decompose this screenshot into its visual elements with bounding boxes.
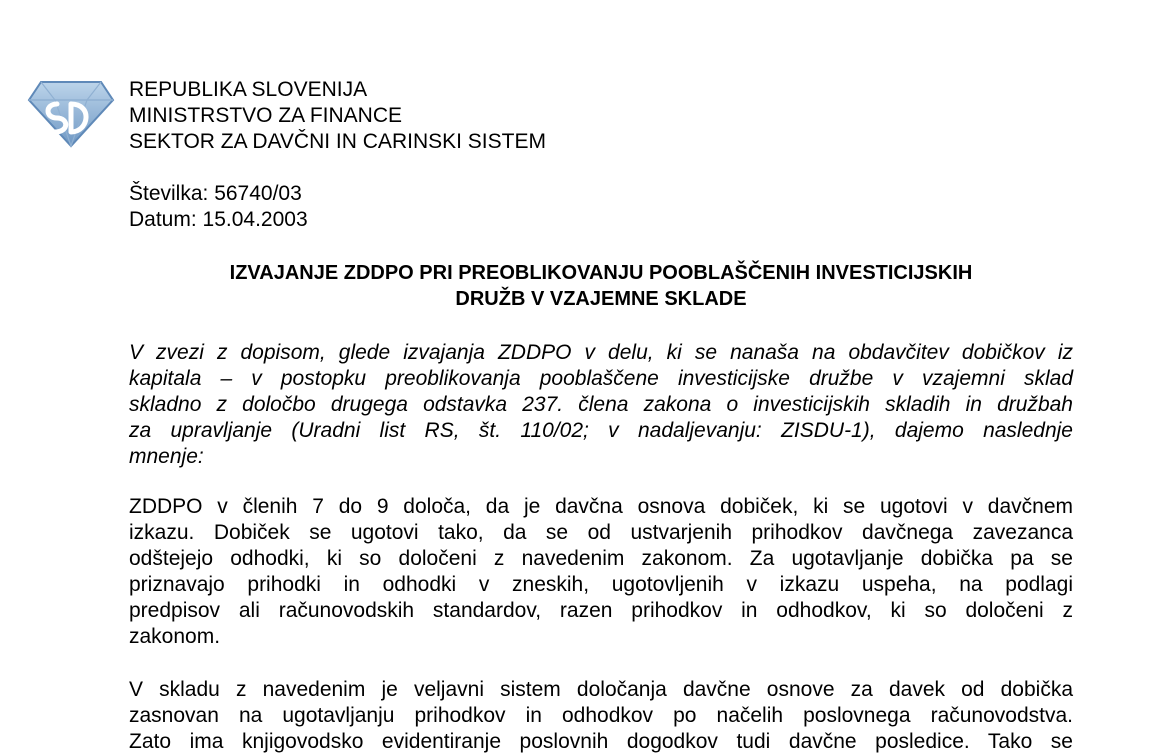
ministry-logo — [27, 78, 115, 148]
text-line: V zvezi z dopisom, glede izvajanja ZDDPO v delu, ki se nanaša na obdavčitev dobičkov iz — [129, 341, 1073, 364]
paragraph-intro — [129, 340, 1073, 470]
letterhead-ministry: MINISTRSTVO ZA FINANCE — [129, 104, 403, 127]
text-line: za upravljanje (Uradni list RS, št. 110/02; v nadaljevanju: ZISDU-1), dajemo naslednje — [129, 419, 1073, 442]
text-line: mnenje: — [129, 445, 204, 468]
document-title — [129, 260, 1073, 312]
text-line: Zato ima knjigovodsko evidentiranje poslovnih dogodkov tudi davčne posledice. Tako se — [129, 730, 1073, 753]
text-line: kapitala – v postopku preoblikovanja pooblaščene investicijske družbe v vzajemni sklad — [129, 367, 1073, 390]
paragraph-system — [129, 677, 1073, 755]
letterhead-sector: SEKTOR ZA DAVČNI IN CARINSKI SISTEM — [129, 130, 546, 153]
text-line: ZDDPO v členih 7 do 9 določa, da je davčna osnova dobiček, ki se ugotovi v davčnem — [129, 495, 1073, 518]
text-line: zasnovan na ugotavljanju prihodkov in odhodkov po načelih poslovnega računovodstva. — [129, 704, 1073, 727]
text-line: V skladu z navedenim je veljavni sistem določanja davčne osnove za davek od dobička — [129, 678, 1073, 701]
letterhead — [129, 77, 546, 155]
title-line: DRUŽB V VZAJEMNE SKLADE — [455, 288, 747, 310]
paragraph-zddpo — [129, 494, 1073, 650]
text-line: predpisov ali računovodskih standardov, razen prihodkov in odhodkov, ki so določeni z — [129, 599, 1073, 622]
document-date: Datum: 15.04.2003 — [129, 208, 308, 231]
text-line: izkazu. Dobiček se ugotovi tako, da se od ustvarjenih prihodkov davčnega zavezanca — [129, 521, 1073, 544]
text-line: priznavajo prihodki in odhodki v zneskih, ugotovljenih v izkazu uspeha, na podlagi — [129, 573, 1073, 596]
text-line: zakonom. — [129, 625, 221, 648]
letterhead-country: REPUBLIKA SLOVENIJA — [129, 78, 368, 101]
document-number: Številka: 56740/03 — [129, 182, 302, 205]
title-line: IZVAJANJE ZDDPO PRI PREOBLIKOVANJU POOBLAŠČENIH INVESTICIJSKIH — [229, 262, 973, 284]
text-line: skladno z določbo drugega odstavka 237. člena zakona o investicijskih skladih in družbah — [129, 393, 1073, 416]
document-meta — [129, 181, 308, 233]
text-line: odštejejo odhodki, ki so določeni z navedenim zakonom. Za ugotavljanje dobička pa se — [129, 547, 1073, 570]
